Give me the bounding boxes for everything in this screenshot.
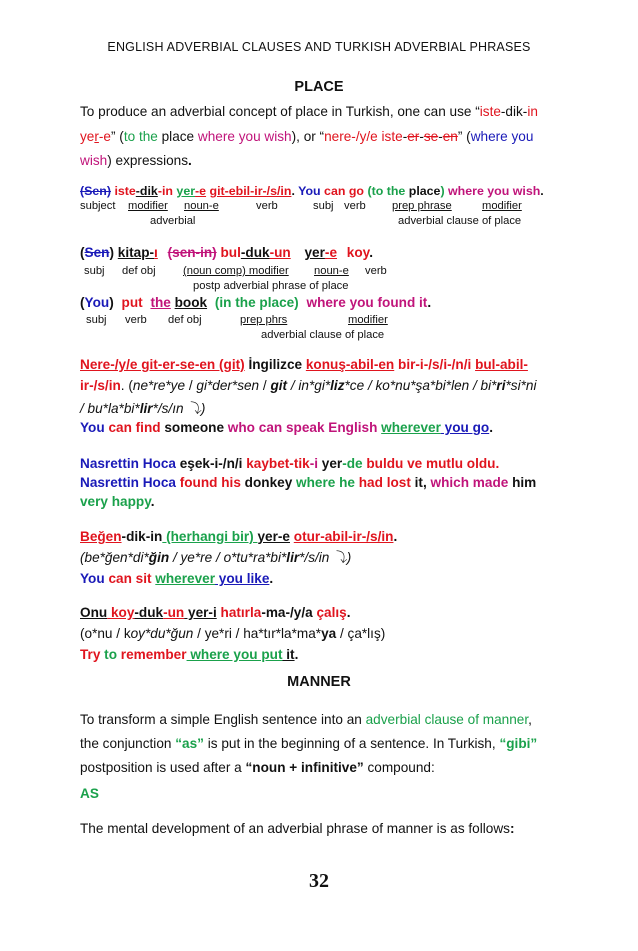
as-label: AS xyxy=(80,786,99,801)
example-5-line-2: Nasrettin Hoca found his donkey where he had lost it, which made him xyxy=(80,475,537,490)
manner-line-3: postposition is used after a “noun + infinitive” compound: xyxy=(80,760,435,775)
example-6-translation: You can sit wherever you like. xyxy=(80,571,274,586)
example-4-line-2: ir-/s/in. (ne*re*ye / gi*der*sen / git / in*gi*liz*ce / ko*nu*şa*bi*len / bi*ri*si*ni xyxy=(80,378,537,393)
example-5-line-1: Nasrettin Hoca eşek-i-/n/i kaybet-tik-i yer-de buldu ve mutlu oldu. xyxy=(80,456,500,471)
section-title-place: PLACE xyxy=(294,79,344,95)
example-6-line-2: (be*ğen*di*ğin / ye*re / o*tu*ra*bi*lir*/s/in ⤵) xyxy=(80,550,352,565)
example-5-line-3: very happy. xyxy=(80,494,155,509)
intro-line-3: wish) expressions. xyxy=(80,153,192,168)
running-header: ENGLISH ADVERBIAL CLAUSES AND TURKISH ADVERBIAL PHRASES xyxy=(107,40,531,54)
example-6-line-1: Beğen-dik-in (herhangi bir) yer-e otur-abil-ir-/s/in. xyxy=(80,529,398,544)
intro-line-2: yer-e” (to the place where you wish), or “nere-/y/e iste-er-se-en” (where you xyxy=(80,129,534,144)
manner-line-2: the conjunction “as” is put in the beginning of a sentence. In Turkish, “gibi” xyxy=(80,736,538,751)
manner-line-1: To transform a simple English sentence into an adverbial clause of manner, xyxy=(80,712,532,727)
closing-line: The mental development of an adverbial phrase of manner is as follows: xyxy=(80,821,515,836)
page-number: 32 xyxy=(309,870,329,892)
example-2-sentence: (Sen) kitap-ı (sen-in) bul-duk-un yer-e koy. xyxy=(80,245,373,260)
example-1-sentence: (Sen) iste-dik-in yer-e git-ebil-ir-/s/in. You can go (to the place) where you wish. xyxy=(80,184,544,198)
example-4-translation: You can find someone who can speak English wherever you go. xyxy=(80,420,493,435)
example-7-line-1: Onu koy-duk-un yer-i hatırla-ma-/y/a çalış. xyxy=(80,605,351,620)
example-7-line-2: (o*nu / koy*du*ğun / ye*ri / ha*tır*la*ma*ya / ça*lış) xyxy=(80,626,386,641)
section-title-manner: MANNER xyxy=(287,674,351,690)
intro-line-1: To produce an adverbial concept of place in Turkish, one can use “iste-dik-in xyxy=(80,104,538,119)
example-4-line-1: Nere-/y/e git-er-se-en (git) İngilizce konuş-abil-en bir-i-/s/i-/n/i bul-abil- xyxy=(80,357,528,372)
example-7-translation: Try to remember where you put it. xyxy=(80,647,299,662)
example-4-line-3: / bu*la*bi*lir*/s/ın ⤵) xyxy=(80,401,206,416)
document-page: ENGLISH ADVERBIAL CLAUSES AND TURKISH ADVERBIAL PHRASES PLACE To produce an adverbial concept of place in Turkish, one can use “iste-dik-in yer-e” (to the place where you wish), or “nere-/y/e iste-er-se-en” (where you wish) expressions. (Sen) iste-dik-in yer-e git-ebil-ir-/s/in. You can go (to the place) where you wish. subject modifier noun-e verb subj verb prep phrase modifier adverbial adverbial clause of place (Sen) kitap-ı (sen-in) bul-duk-un yer-e koy. subj def obj (noun comp) modifier noun-e verb postp adverbial phrase of place (You) put the book (in the place) where you found it. subj verb def obj prep phrs modifier adverbial clause of place Nere-/y/e git-er-se-en (git) İngilizce konuş-abil-en bir-i-/s/i-/n/i bul-abil- ir-/s/in. (ne*re*ye / gi*der*sen / git / in*gi*liz*ce / ko*nu*şa*bi*len / bi*ri*si*ni / bu*la*bi*lir*/s/ın ⤵) You can find someone who can speak English wherever you go. Nasrettin Hoca eşek-i-/n/i kaybet-tik-i yer-de buldu ve mutlu oldu. Nasrettin Hoca found his donkey where he had lost it, which made him very happy. Beğen-dik-in (herhangi bir) yer-e otur-abil-ir-/s/in. (be*ğen*di*ğin / ye*re / o*tu*ra*bi*lir*/s/in ⤵) You can sit wherever you like. Onu koy-duk-un yer-i hatırla-ma-/y/a çalış. (o*nu / koy*du*ğun / ye*ri / ha*tır*la*ma*ya / ça*lış) Try to remember where you put it. MANNER To transform a simple English sentence into an adverbial clause of manner, the conjunction “as” is put in the beginning of a sentence. In Turkish, “gibi” postposition is used after a “noun + infinitive” compound: AS The mental development of an adverbial phrase of manner is as follows: 32 xyxy=(0,0,638,951)
example-3-sentence: (You) put the book (in the place) where you found it. xyxy=(80,295,432,310)
